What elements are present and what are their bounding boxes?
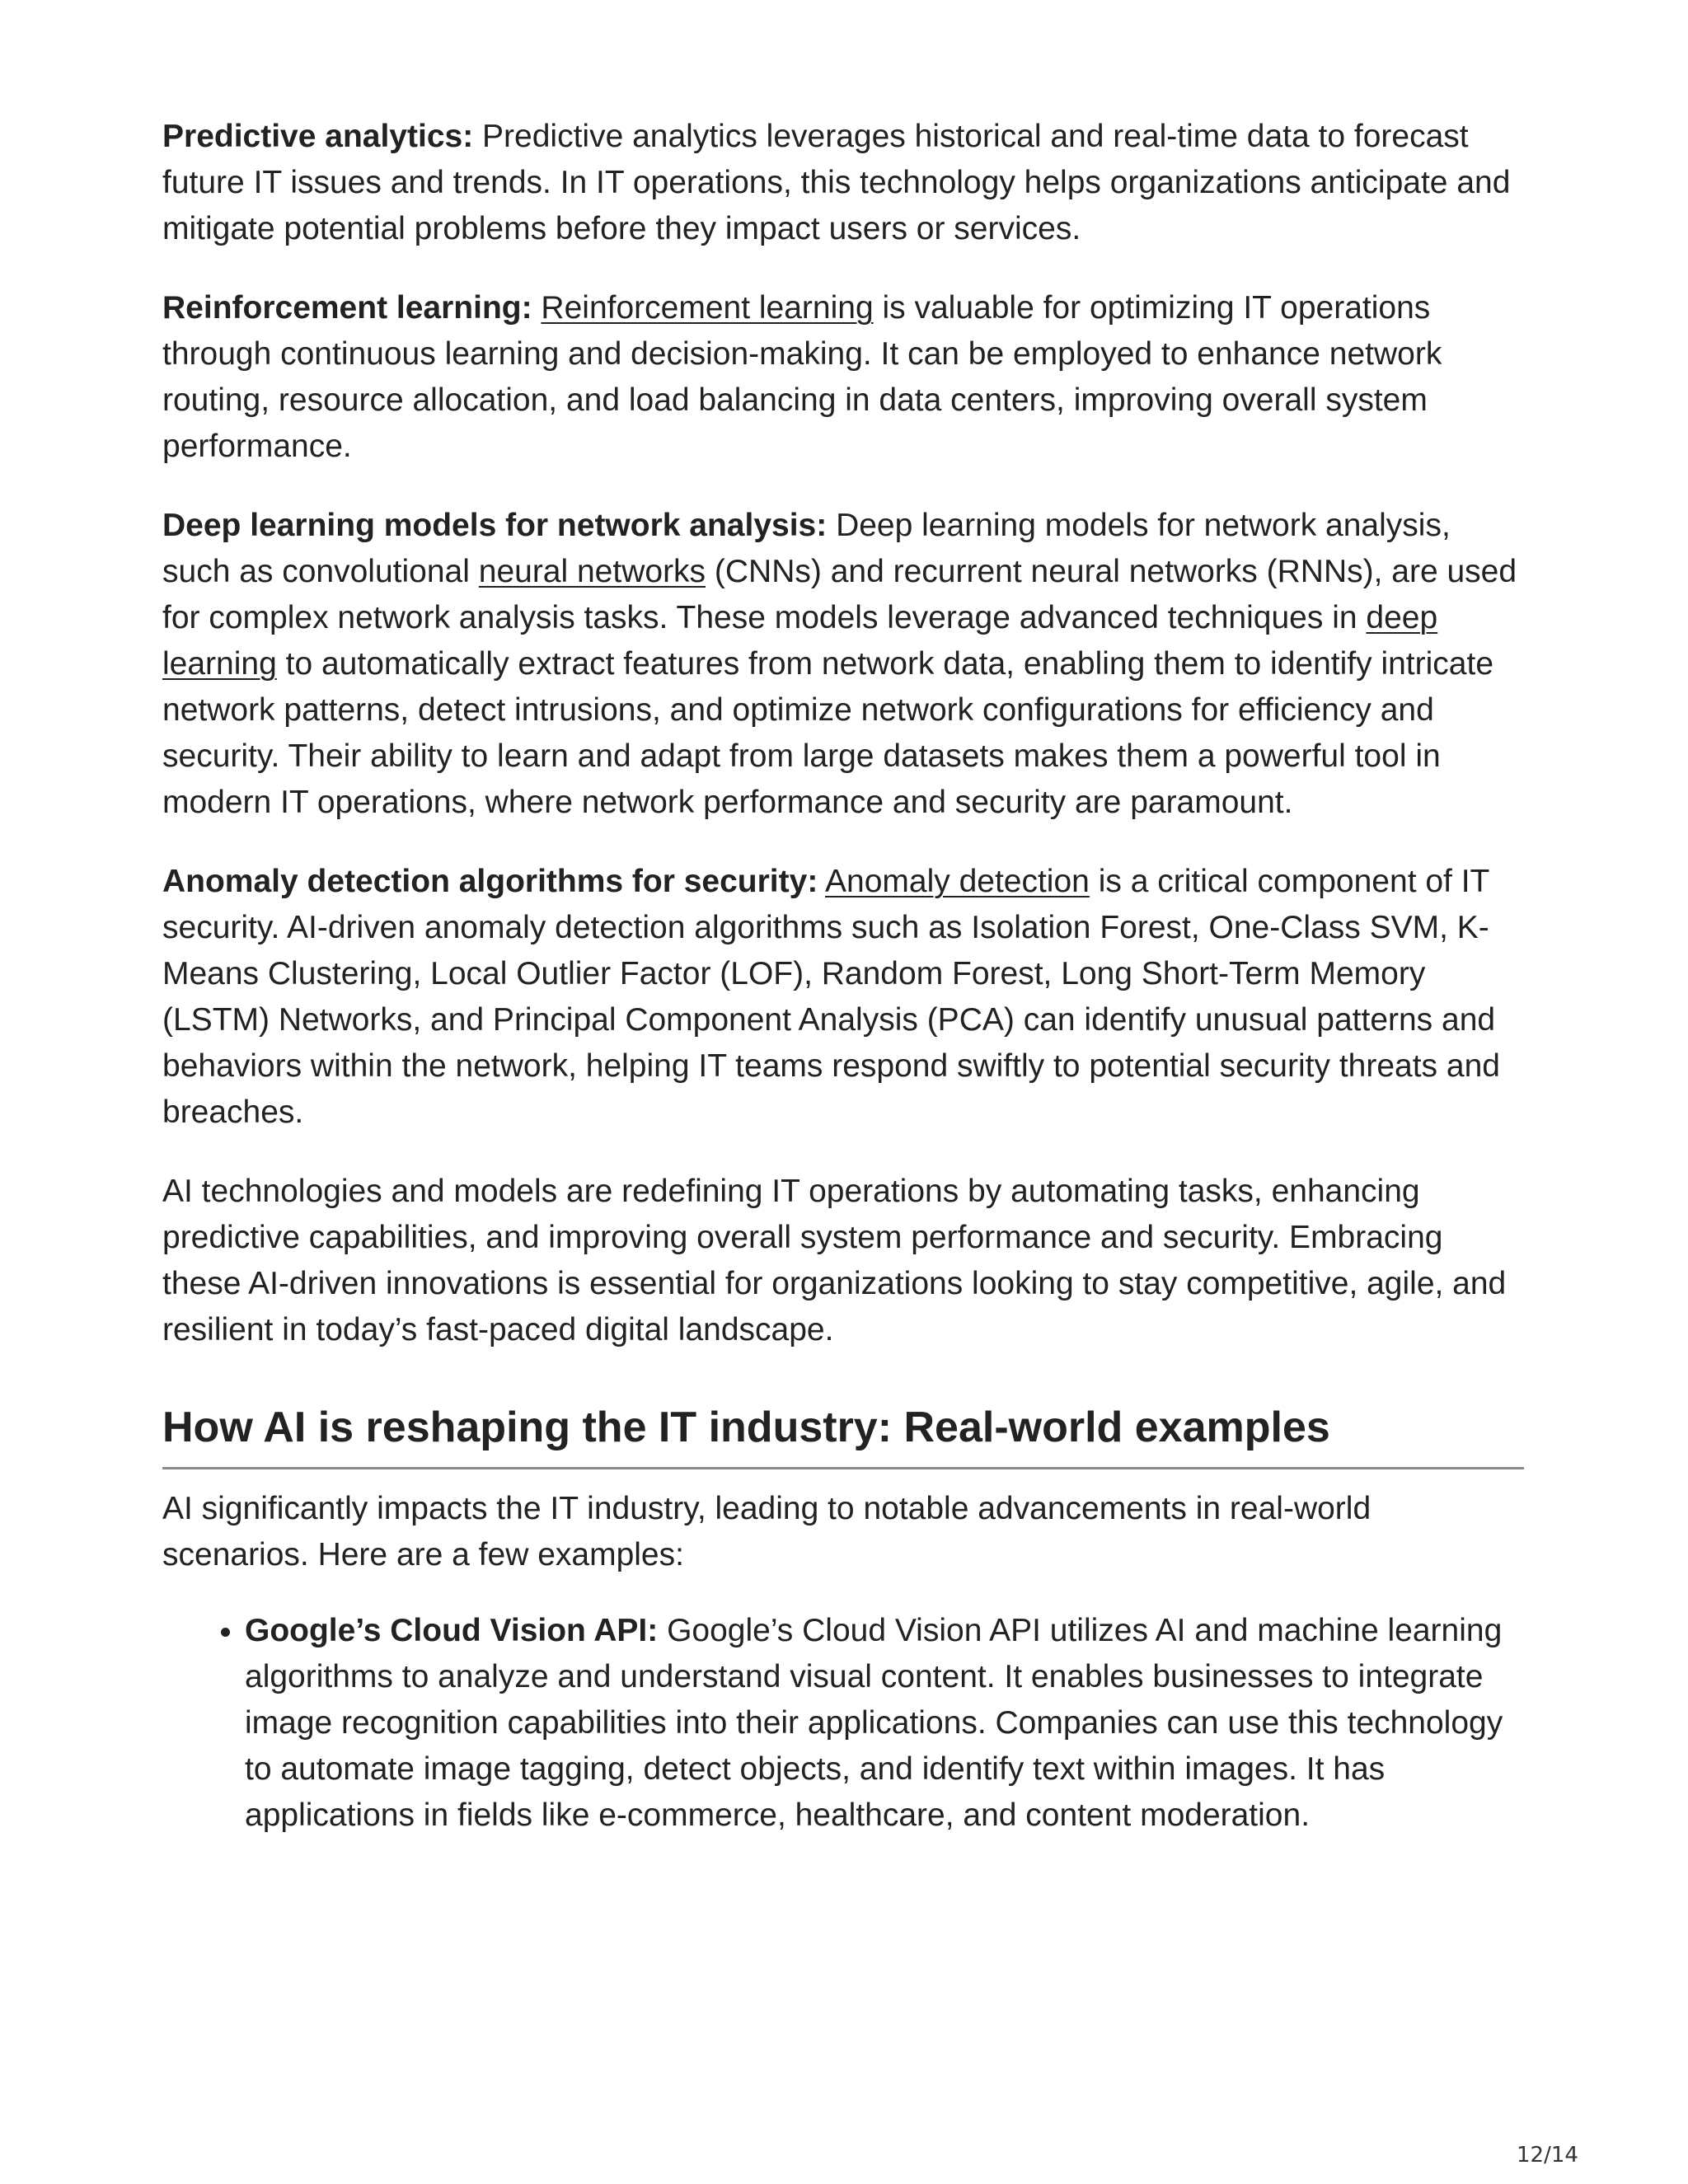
section-intro: AI significantly impacts the IT industry, leading to notable advancements in real-world scenarios. Here are a few examples: xyxy=(162,1491,1372,1572)
paragraph-text: is a critical component of IT security. AI-driven anomaly detection algorithms such as Isolation Forest, One-Class SVM, K-Means Clustering, Local Outlier Factor (LOF), Random Forest, Long Short-Term Memory (LSTM) Networks, and Principal Component Analysis (PCA) can identify unusual patterns and behaviors within the network, helping IT teams respond swiftly to potential security threats and breaches. xyxy=(162,864,1500,1130)
term-reinforcement-learning: Reinforcement learning: xyxy=(162,290,532,326)
link-deep-learning[interactable]: deep learning xyxy=(162,600,1438,682)
paragraph-text: to automatically extract features from network data, enabling them to identify intricate network patterns, detect intrusions, and optimize network configurations for efficiency and security. Their ability to learn and adapt from large datasets makes them a powerful tool in modern IT operations, where network performance and security are paramount. xyxy=(162,646,1494,820)
list-item xyxy=(245,1608,1522,1839)
paragraph-anomaly-detection xyxy=(162,859,1522,1136)
page-number: 12/14 xyxy=(1517,2143,1578,2168)
paragraph-predictive-analytics xyxy=(162,114,1522,252)
term-predictive-analytics: Predictive analytics: xyxy=(162,119,474,154)
paragraph-reinforcement-learning xyxy=(162,285,1522,470)
term-anomaly-detection: Anomaly detection algorithms for security: xyxy=(162,864,818,899)
paragraph-text: is valuable for optimizing IT operations through continuous learning and decision-making. It can be employed to enhance network routing, resource allocation, and load balancing in data centers, improving overall system performance. xyxy=(162,290,1442,464)
section-heading: How AI is reshaping the IT industry: Real-world examples xyxy=(162,1401,1524,1469)
link-reinforcement-learning[interactable]: Reinforcement learning xyxy=(541,290,874,326)
paragraph-text: (CNNs) and recurrent neural networks (RNNs), are used for complex network analysis tasks. These models leverage advanced techniques in xyxy=(162,554,1517,635)
paragraph-summary: AI technologies and models are redefining IT operations by automating tasks, enhancing predictive capabilities, and improving overall system performance and security. Embracing these AI-driven innovations is essential for organizations looking to stay competitive, agile, and resilient in today’s fast-paced digital landscape. xyxy=(162,1174,1507,1347)
list-item-text: Google’s Cloud Vision API utilizes AI and machine learning algorithms to analyze and understand visual content. It enables businesses to integrate image recognition capabilities into their applications. Companies can use this technology to automate image tagging, detect objects, and identify text within images. It has applications in fields like e-commerce, healthcare, and content moderation. xyxy=(245,1613,1503,1833)
examples-list xyxy=(162,1608,1522,1839)
article-content xyxy=(162,114,1522,1839)
term-deep-learning-models: Deep learning models for network analysis: xyxy=(162,508,828,543)
paragraph-text: Predictive analytics leverages historical and real-time data to forecast future IT issues and trends. In IT operations, this technology helps organizations anticipate and mitigate potential problems before they impact users or services. xyxy=(162,119,1511,246)
term-google-cloud-vision: Google’s Cloud Vision API: xyxy=(245,1613,659,1648)
paragraph-text: Deep learning models for network analysis, such as convolutional xyxy=(162,508,1451,589)
link-anomaly-detection[interactable]: Anomaly detection xyxy=(825,864,1090,899)
paragraph-deep-learning-models xyxy=(162,503,1522,826)
link-neural-networks[interactable]: neural networks xyxy=(478,554,706,589)
